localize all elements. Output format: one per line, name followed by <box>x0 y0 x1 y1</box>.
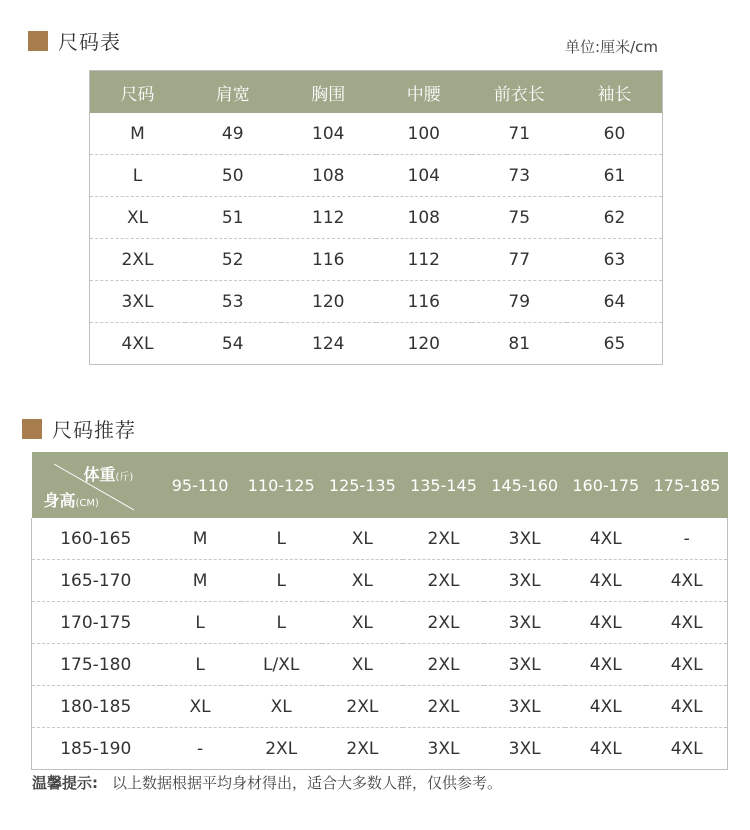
size-chart-heading <box>28 26 121 55</box>
table-cell: 112 <box>281 197 377 239</box>
table-cell: XL <box>322 518 403 560</box>
table-cell: XL <box>90 197 186 239</box>
table-cell: 53 <box>185 281 281 323</box>
table-cell: XL <box>160 686 241 728</box>
table-cell: 104 <box>376 155 472 197</box>
table-cell: L <box>160 602 241 644</box>
size-chart-title: 尺码表 <box>58 30 121 54</box>
table-cell: 54 <box>185 323 281 365</box>
unit-note: 单位:厘米/cm <box>565 38 658 56</box>
table-cell: 120 <box>376 323 472 365</box>
table-cell: 65 <box>567 323 663 365</box>
table-cell: 2XL <box>403 518 484 560</box>
header-cell: 袖长 <box>567 71 663 114</box>
table-cell: 64 <box>567 281 663 323</box>
heading-square-icon <box>28 31 48 51</box>
weight-range-header: 135-145 <box>403 452 484 518</box>
table-cell: L <box>241 518 322 560</box>
table-cell: 116 <box>281 239 377 281</box>
table-cell: 124 <box>281 323 377 365</box>
table-cell: M <box>130 123 145 144</box>
table-cell: L <box>160 644 241 686</box>
table-cell: 3XL <box>484 686 565 728</box>
table-cell: M <box>160 560 241 602</box>
table-cell: 60 <box>603 123 626 144</box>
size-chart-table <box>89 70 663 365</box>
table-cell: XL <box>322 560 403 602</box>
table-cell: 100 <box>407 123 440 144</box>
recommend-table <box>31 452 728 770</box>
header-cell: 中腰 <box>376 71 472 114</box>
table-cell: 2XL <box>241 728 322 770</box>
table-cell: 120 <box>281 281 377 323</box>
size-chart-row <box>90 323 663 365</box>
size-chart-row <box>90 155 663 197</box>
table-cell: 62 <box>567 197 663 239</box>
table-cell: 108 <box>281 155 377 197</box>
table-cell: 112 <box>376 239 472 281</box>
table-cell: L <box>241 602 322 644</box>
table-cell: 2XL <box>322 728 403 770</box>
weight-range-header: 175-185 <box>646 452 727 518</box>
table-cell: 185-190 <box>32 728 160 770</box>
table-cell: 63 <box>567 239 663 281</box>
table-cell: 4XL <box>565 560 646 602</box>
table-cell: - <box>646 518 727 560</box>
table-cell: 49 <box>221 123 244 144</box>
table-cell: 4XL <box>565 686 646 728</box>
table-cell: 51 <box>185 197 281 239</box>
header-cell: 尺码 <box>90 71 186 114</box>
table-cell: 77 <box>472 239 568 281</box>
table-cell: XL <box>322 602 403 644</box>
corner-height-label: 身高(CM) <box>43 491 99 510</box>
table-cell: 71 <box>508 123 531 144</box>
table-cell: 180-185 <box>32 686 160 728</box>
table-cell: 2XL <box>403 560 484 602</box>
header-cell: 胸围 <box>281 71 377 114</box>
table-cell: 61 <box>567 155 663 197</box>
table-cell: M <box>160 518 241 560</box>
table-cell: 4XL <box>565 518 646 560</box>
weight-range-header: 160-175 <box>565 452 646 518</box>
table-cell: L <box>241 560 322 602</box>
tip-note <box>32 772 502 793</box>
table-cell: 170-175 <box>32 602 160 644</box>
table-cell: 108 <box>376 197 472 239</box>
size-chart-row <box>90 281 663 323</box>
recommend-header-row <box>32 452 728 518</box>
table-cell: 2XL <box>322 686 403 728</box>
table-cell: 4XL <box>565 644 646 686</box>
table-cell: 2XL <box>403 644 484 686</box>
table-cell: L <box>90 155 186 197</box>
table-cell: 3XL <box>484 644 565 686</box>
table-cell: 4XL <box>646 686 727 728</box>
tip-text: 以上数据根据平均身材得出，适合大多数人群，仅供参考。 <box>112 774 503 792</box>
weight-range-header: 95-110 <box>160 452 241 518</box>
table-cell: L/XL <box>241 644 322 686</box>
recommend-title: 尺码推荐 <box>52 418 136 442</box>
recommend-row <box>32 686 728 728</box>
table-cell: 75 <box>472 197 568 239</box>
recommend-row <box>32 560 728 602</box>
recommend-row <box>32 644 728 686</box>
table-cell: 81 <box>472 323 568 365</box>
table-cell: 160-165 <box>32 518 160 560</box>
table-cell: XL <box>322 644 403 686</box>
header-cell: 肩宽 <box>185 71 281 114</box>
table-cell: 2XL <box>90 239 186 281</box>
recommend-row <box>32 518 728 560</box>
table-cell: 3XL <box>403 728 484 770</box>
table-cell: 116 <box>376 281 472 323</box>
size-chart-row <box>90 113 663 155</box>
size-chart-header-row <box>90 71 663 114</box>
table-cell: 104 <box>312 123 345 144</box>
weight-range-header: 125-135 <box>322 452 403 518</box>
table-cell: 50 <box>185 155 281 197</box>
table-cell: 175-180 <box>32 644 160 686</box>
table-cell: 2XL <box>403 602 484 644</box>
corner-weight-label: 体重(斤) <box>83 465 134 484</box>
table-cell: 165-170 <box>32 560 160 602</box>
corner-header <box>32 452 160 518</box>
table-cell: 4XL <box>565 602 646 644</box>
table-cell: 52 <box>185 239 281 281</box>
heading-square-icon <box>22 419 42 439</box>
recommend-row <box>32 602 728 644</box>
table-cell: 73 <box>472 155 568 197</box>
header-cell: 前衣长 <box>472 71 568 114</box>
table-cell: 3XL <box>90 281 186 323</box>
table-cell: 3XL <box>484 602 565 644</box>
table-cell: 79 <box>472 281 568 323</box>
table-cell: 3XL <box>484 728 565 770</box>
table-cell: 4XL <box>646 560 727 602</box>
recommend-heading <box>22 414 136 443</box>
weight-range-header: 110-125 <box>241 452 322 518</box>
recommend-row <box>32 728 728 770</box>
table-cell: 4XL <box>646 644 727 686</box>
table-cell: 4XL <box>646 602 727 644</box>
size-chart-row <box>90 239 663 281</box>
table-cell: - <box>160 728 241 770</box>
tip-label: 温馨提示: <box>32 774 98 792</box>
size-chart-row <box>90 197 663 239</box>
table-cell: XL <box>241 686 322 728</box>
weight-range-header: 145-160 <box>484 452 565 518</box>
table-cell: 3XL <box>484 560 565 602</box>
table-cell: 2XL <box>403 686 484 728</box>
table-cell: 4XL <box>565 728 646 770</box>
table-cell: 4XL <box>646 728 727 770</box>
table-cell: 3XL <box>484 518 565 560</box>
table-cell: 4XL <box>90 323 186 365</box>
